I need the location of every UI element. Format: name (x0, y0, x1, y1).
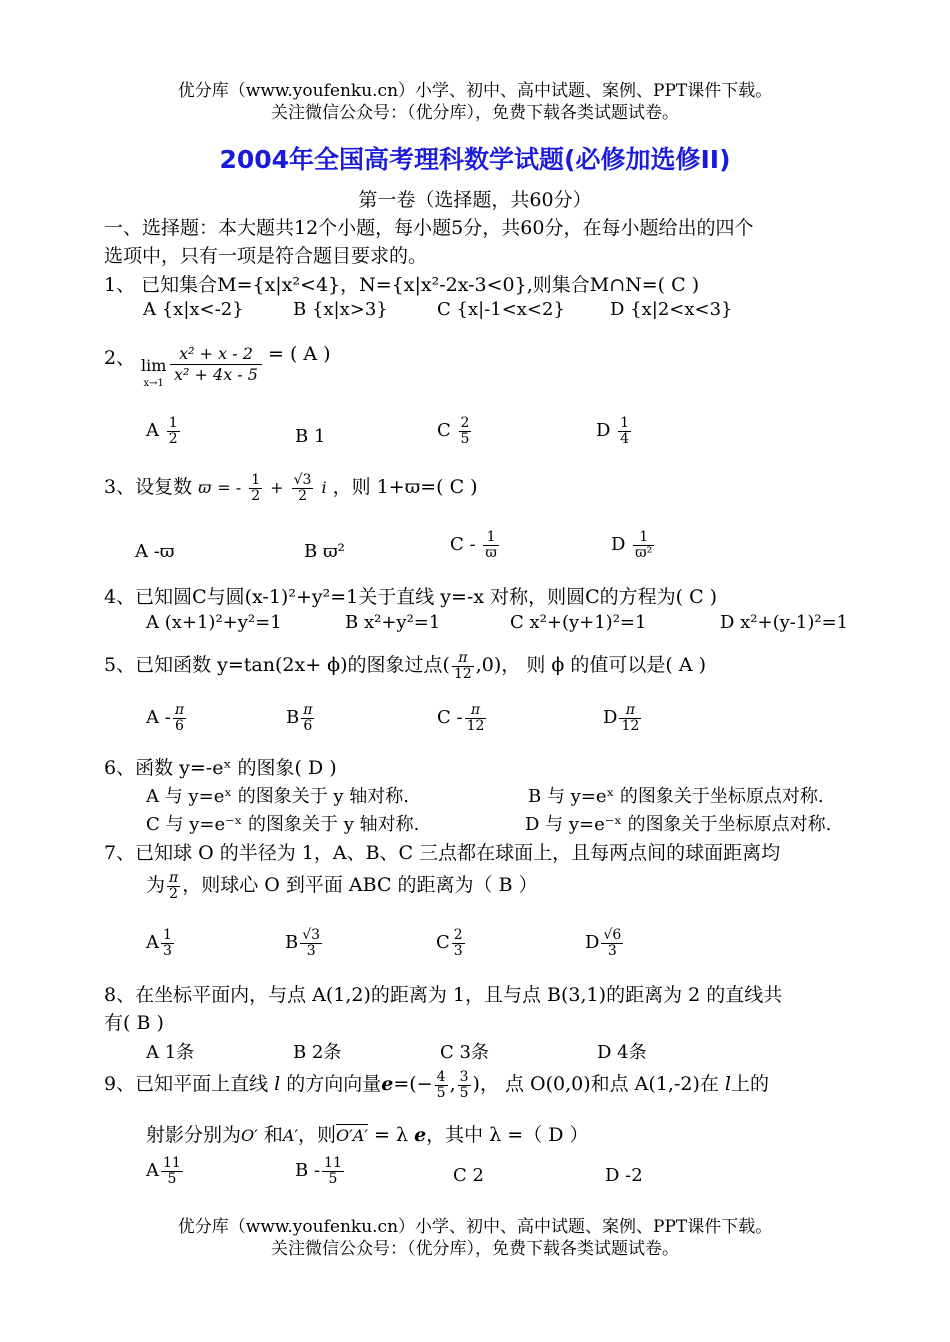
q2-answer: = ( A ) (268, 343, 331, 365)
q9-option-d: D -2 (605, 1165, 643, 1186)
q2-denominator: x² + 4x - 5 (174, 365, 258, 384)
q8-option-d: D 4条 (597, 1042, 647, 1063)
q3-option-b: B ϖ² (304, 541, 345, 562)
instructions-line-2: 选项中，只有一项是符合题目要求的。 (104, 245, 428, 267)
q1-stem: 1、 已知集合M={x|x²<4}，N={x|x²-2x-3<0},则集合M∩N=( C ) (104, 274, 700, 296)
q9-option-a: A $\frac{11}{5}$ (146, 1155, 181, 1187)
q8-option-b: B 2条 (293, 1042, 342, 1063)
q2-option-c: C $\frac{2}{5}$ (437, 415, 470, 447)
instructions-line-1: 一、选择题：本大题共12个小题，每小题5分，共60分，在每小题给出的四个 (104, 217, 754, 239)
q5-option-b: B $\frac{\pi}{6}$ (286, 702, 313, 734)
q5-option-a: A - $\frac{\pi}{6}$ (146, 702, 185, 734)
q8-option-c: C 3条 (440, 1042, 489, 1063)
q9-stem-line-2: 射影分别为O′ 和A′，则O′A′ = λ e，其中 λ =（ D ） (146, 1124, 589, 1146)
q1-option-a: A {x|x<-2} (143, 299, 244, 320)
q2-number: 2、 (104, 347, 136, 369)
q4-option-a: A (x+1)²+y²=1 (146, 612, 282, 633)
q6-option-c: C 与 y=e⁻ˣ 的图象关于 y 轴对称. (146, 814, 420, 835)
section-title: 第一卷（选择题，共60分） (358, 189, 592, 211)
q7-option-d: D $\frac{√6}{3}$ (585, 927, 622, 959)
footer-line-2: 关注微信公众号：（优分库），免费下载各类试题试卷。 (271, 1239, 679, 1259)
q1-option-b: B {x|x>3} (293, 299, 388, 320)
q2-lim-sub: x→1 (143, 378, 164, 389)
q1-option-c: C {x|-1<x<2} (437, 299, 565, 320)
q6-stem: 6、函数 y=-eˣ 的图象( D ) (104, 757, 337, 779)
q2-option-a: A $\frac{1}{2}$ (146, 415, 178, 447)
page-title: 2004年全国高考理科数学试题(必修加选修II) (219, 145, 731, 174)
q2-numerator: x² + x - 2 (170, 344, 262, 365)
q5-stem: 5、已知函数 y=tan(2x+ ϕ)的图象过点( $\frac{\pi}{12}$ ,0)， 则 ϕ 的值可以是( A ) (104, 649, 707, 682)
q8-stem-line-1: 8、在坐标平面内，与点 A(1,2)的距离为 1，且与点 B(3,1)的距离为 2 的直线共 (104, 984, 783, 1006)
q8-stem-line-2: 有( B ) (104, 1012, 164, 1034)
footer-line-1: 优分库（www.youfenku.cn）小学、初中、高中试题、案例、PPT课件下载。 (177, 1217, 773, 1237)
q7-option-b: B $\frac{√3}{3}$ (285, 927, 321, 959)
q4-option-d: D x²+(y-1)²=1 (720, 612, 849, 633)
q2-fraction (170, 344, 262, 385)
q9-option-b: B - $\frac{11}{5}$ (295, 1155, 342, 1187)
q4-option-b: B x²+y²=1 (345, 612, 441, 633)
q7-stem-line-2: 为 $\frac{\pi}{2}$ ，则球心 O 到平面 ABC 的距离为（ B ） (146, 869, 538, 902)
q7-option-c: C $\frac{2}{3}$ (436, 927, 463, 959)
q5-option-c: C - $\frac{\pi}{12}$ (437, 702, 485, 734)
q3-option-a: A -ϖ (135, 541, 175, 562)
q2-option-d: D $\frac{1}{4}$ (596, 415, 630, 447)
q5-option-d: D $\frac{\pi}{12}$ (603, 702, 640, 734)
q7-stem-line-1: 7、已知球 O 的半径为 1，A、B、C 三点都在球面上，且每两点间的球面距离均 (104, 842, 781, 864)
q6-option-b: B 与 y=eˣ 的图象关于坐标原点对称. (528, 786, 824, 807)
q1-option-d: D {x|2<x<3} (610, 299, 733, 320)
header-line-1: 优分库（www.youfenku.cn）小学、初中、高中试题、案例、PPT课件下载。 (177, 81, 773, 101)
header-line-2: 关注微信公众号：（优分库），免费下载各类试题试卷。 (271, 103, 679, 123)
q4-stem: 4、已知圆C与圆(x-1)²+y²=1关于直线 y=-x 对称，则圆C的方程为( C ) (104, 586, 718, 608)
q3-stem: 3、设复数 ϖ = - $\frac{1}{2}$ + $\frac{√3}{2}$ i ，则 1+ϖ=( C ) (104, 471, 478, 504)
q3-option-c: C - $\frac{1}{ϖ}$ (450, 529, 497, 561)
q3-option-d: D $\frac{1}{\text{ϖ²}}$ (611, 529, 653, 561)
q6-option-d: D 与 y=e⁻ˣ 的图象关于坐标原点对称. (525, 814, 832, 835)
q7-option-a: A $\frac{1}{3}$ (146, 927, 172, 959)
q6-option-a: A 与 y=eˣ 的图象关于 y 轴对称. (146, 786, 410, 807)
q2-option-b: B 1 (295, 426, 326, 447)
q4-option-c: C x²+(y+1)²=1 (510, 612, 647, 633)
q8-option-a: A 1条 (146, 1042, 195, 1063)
q9-option-c: C 2 (453, 1165, 484, 1186)
q2-limit (141, 356, 166, 394)
q2-lim-text: lim (141, 356, 167, 375)
q9-stem-line-1: 9、已知平面上直线 l 的方向向量e=(− $\frac{4}{5}$ , $\frac{3}{5}$ )， 点 O(0,0)和点 A(1,-2)在 l上的 (104, 1068, 770, 1101)
